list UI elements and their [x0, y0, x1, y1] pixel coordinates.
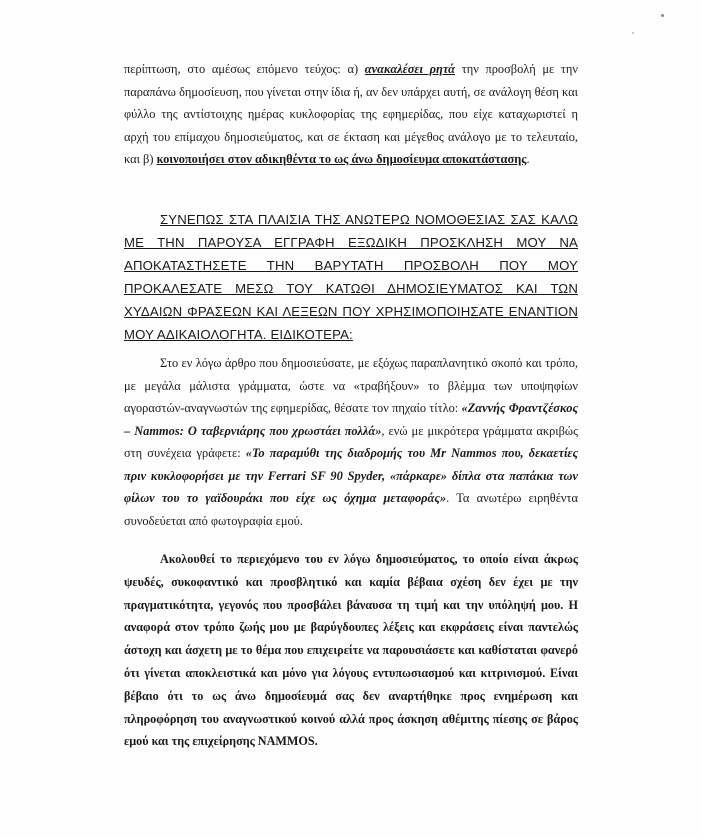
paragraph2-text-a: Στο εν λόγω άρθρο που δημοσιεύσατε, με εξόχως παραπλανητικό σκοπό και τρόπο, με μεγάλα μάλιστα γράμματα, ώστε να «τραβήξουν» το βλέμμα των υποψηφίων αγοραστών-αναγνωστών της εφημερίδας, θέσατε τον πηχαίο τίτλο:	[124, 356, 578, 415]
paragraph2-text-c: . Τα ανωτέρω ειρηθέντα συνοδεύεται από φωτογραφία εμού.	[124, 491, 578, 528]
paragraph1-text-b: την προσβολή με την παραπάνω δημοσίευση, που γίνεται στην ίδια ή, αν δεν υπάρχει αυτή, σε ανάλογη θέση και φύλλο της αντίστοιχης ημέρας κυκλοφορίας της εφημερίδας, που είχε καταχωριστεί η αρχή του επίμαχου δημοσιεύματος, και σε έκταση και μέγεθος ανάλογο με το τελευταίο, και β)	[124, 62, 578, 166]
paragraph-article-title	[124, 352, 578, 532]
quoted-headline: «Ζαννής Φραντζέσκος – Nammos: Ο ταβερνιάρης που χρωστάει πολλά»	[124, 401, 579, 438]
paragraph-article-content: Ακολουθεί το περιεχόμενο του εν λόγω δημοσιεύματος, το οποίο είναι άκρως ψευδές, συκοφαντικό και προσβλητικό και καμία βέβαια σχέση δεν έχει με την πραγματικότητα, γεγονός που προσβάλει βάναυσα τη τιμή και την υπόληψή μου. Η αναφορά στον τρόπο ζωής μου με βαρύγδουπες λέξεις και εκφράσεις είναι παντελώς άστοχη και άσχετη με το θέμα που επιχειρείτε να παρουσιάσετε και καθίσταται φανερό ότι γίνεται αποκλειστικά και μόνο για λόγους εντυπωσιασμού και κιτρινισμού. Είναι βέβαιο ότι το ως άνω δημοσίευμά σας δεν αναρτήθηκε προς ενημέρωση και πληροφόρηση του αναγνωστικού κοινού αλλά προς άσκηση αθέμιτης πίεσης σε βάρος εμού και της επιχείρησης NAMMOS.	[124, 552, 578, 749]
scan-speck	[632, 32, 634, 34]
quoted-subtitle: «Το παραμύθι της διαδρομής του Mr Nammos που, δεκαετίες πριν κυκλοφορήσει με την Ferrari SF 90 Spyder, «πάρκαρε» δίπλα στα παπάκια των φίλων του το γαϊδουράκι που είχε ως όχημα μεταφοράς»	[124, 446, 578, 505]
paragraph2-text-b: , ενώ με μικρότερα γράμματα ακριβώς στη συνέχεια γράφετε:	[124, 423, 578, 460]
paragraph1-text-a: περίπτωση, στο αμέσως επόμενο τεύχος: α)	[124, 62, 365, 76]
emphasis-notify: κοινοποιήσει στον αδικηθέντα το ως άνω δημοσίευμα αποκατάστασης	[156, 152, 527, 166]
emphasis-revoke: ανακαλέσει ρητά	[364, 62, 456, 76]
paragraph1-text-c: .	[526, 152, 530, 166]
section-heading: ΣΥΝΕΠΩΣ ΣΤΑ ΠΛΑΙΣΙΑ ΤΗΣ ΑΝΩΤΕΡΩ ΝΟΜΟΘΕΣΙΑΣ ΣΑΣ ΚΑΛΩ ΜΕ ΤΗΝ ΠΑΡΟΥΣΑ ΕΓΓΡΑΦΗ ΕΞΩΔΙΚΗ ΠΡΟΣΚΛΗΣΗ ΜΟΥ ΝΑ ΑΠΟΚΑΤΑΣΤΗΣΕΤΕ ΤΗΝ ΒΑΡΥΤΑΤΗ ΠΡΟΣΒΟΛΗ ΠΟΥ ΜΟΥ ΠΡΟΚΑΛΕΣΑΤΕ ΜΕΣΩ ΤΟΥ ΚΑΤΩΘΙ ΔΗΜΟΣΙΕΥΜΑΤΟΣ ΚΑΙ ΤΩΝ ΧΥΔΑΙΩΝ ΦΡΑΣΕΩΝ ΚΑΙ ΛΕΞΕΩΝ ΠΟΥ ΧΡΗΣΙΜΟΠΟΙΗΣΑΤΕ ΕΝΑΝΤΙΟΝ ΜΟΥ ΑΔΙΚΑΙΟΛΟΓΗΤΑ. ΕΙΔΙΚΟΤΕΡΑ:	[124, 212, 578, 342]
scan-speck	[661, 14, 664, 17]
paragraph-restoration-terms	[124, 58, 578, 171]
